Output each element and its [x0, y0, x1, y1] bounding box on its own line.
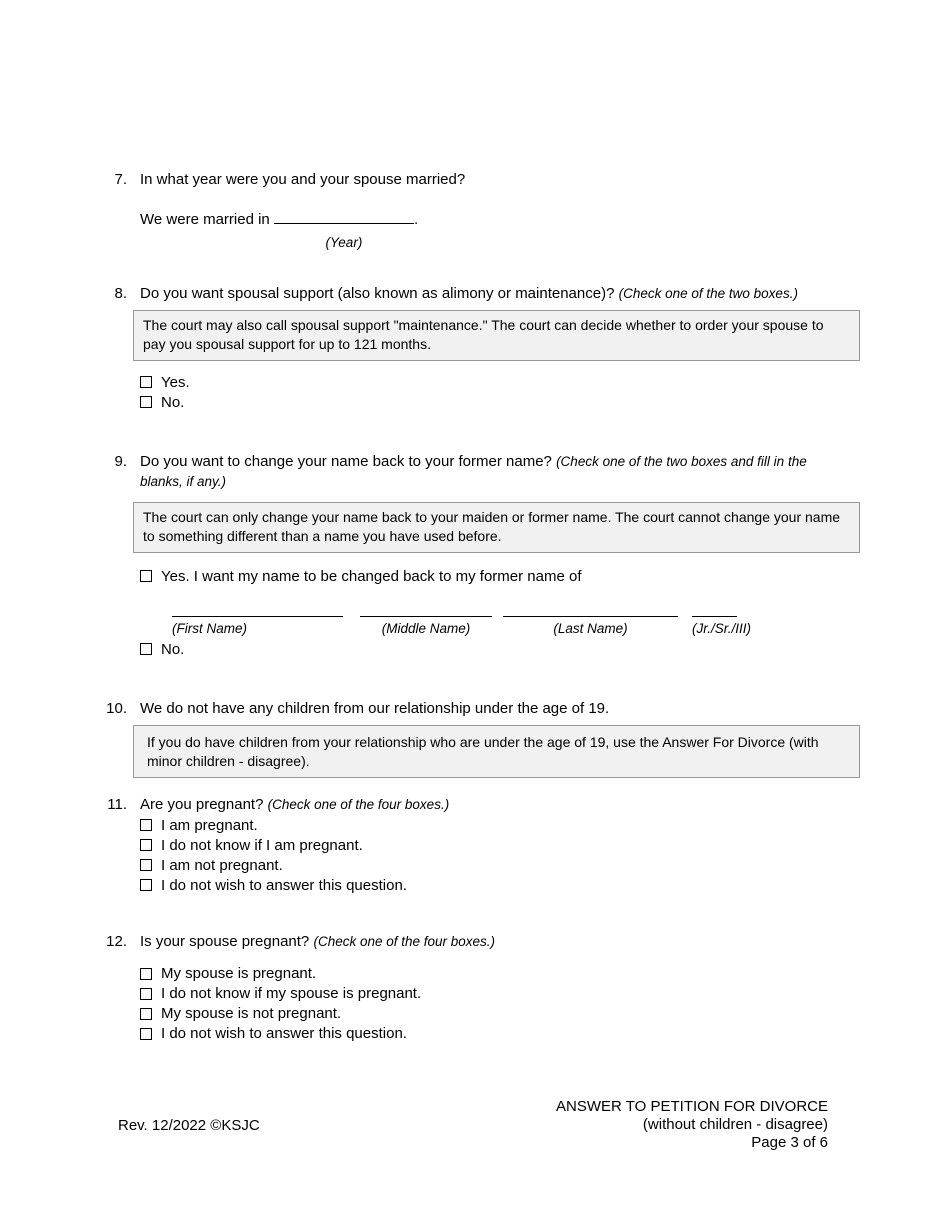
q8-no-label: No.: [161, 393, 185, 411]
q12-checkbox-4[interactable]: [140, 1028, 152, 1040]
page-number: Page 3 of 6: [751, 1134, 828, 1151]
q8-yes-label: Yes.: [161, 373, 190, 391]
question-12: [106, 932, 852, 1044]
q8-heading: [140, 284, 852, 304]
q10-number: 10.: [106, 700, 127, 717]
middle-name-blank-label: (Middle Name): [381, 621, 471, 636]
year-blank[interactable]: [274, 209, 414, 224]
q7-answer-line: [140, 209, 852, 250]
q12-label-4: I do not wish to answer this question.: [161, 1025, 407, 1042]
question-8: [114, 284, 852, 413]
q12-checkbox-1[interactable]: [140, 968, 152, 980]
q9-hint: (Check one of the two boxes and fill in the blanks, if any.): [140, 454, 807, 489]
q10-info-box: [133, 725, 860, 778]
q11-checkbox-2[interactable]: [140, 839, 152, 851]
q11-checkbox-4[interactable]: [140, 879, 152, 891]
q11-label-2: I do not know if I am pregnant.: [161, 836, 363, 854]
q12-label-1: My spouse is pregnant.: [161, 965, 317, 982]
revision-note: Rev. 12/2022 ©KSJC: [118, 1117, 260, 1134]
last-name-blank-label: (Last Name): [553, 621, 628, 636]
q8-yes-checkbox[interactable]: [140, 376, 152, 388]
q7-text: In what year were you and your spouse married?: [140, 171, 466, 188]
q7-answer-prefix: We were married in: [140, 210, 270, 228]
q11-text: Are you pregnant?: [140, 795, 264, 813]
year-blank-label: (Year): [325, 234, 363, 250]
q9-info-box: [133, 502, 860, 553]
q12-text: Is your spouse pregnant?: [140, 933, 310, 950]
q12-option-3: [140, 1004, 852, 1024]
q11-checkbox-1[interactable]: [140, 819, 152, 831]
q7-answer-period: .: [413, 210, 419, 228]
form-title-block: [556, 1098, 828, 1152]
q11-heading: [140, 795, 852, 815]
q11-option-4: [140, 875, 852, 895]
q12-options: [140, 964, 852, 1044]
q12-hint: (Check one of the four boxes.): [313, 934, 496, 949]
q8-number: 8.: [114, 284, 127, 302]
q11-options: [140, 815, 852, 895]
q11-label-3: I am not pregnant.: [161, 856, 283, 874]
q12-checkbox-2[interactable]: [140, 988, 152, 1000]
form-subtitle: (without children - disagree): [642, 1116, 828, 1133]
q11-option-2: [140, 835, 852, 855]
form-title: ANSWER TO PETITION FOR DIVORCE: [556, 1098, 828, 1115]
q12-label-2: I do not know if my spouse is pregnant.: [161, 985, 422, 1002]
q12-label-3: My spouse is not pregnant.: [161, 1005, 342, 1022]
q8-info-box: [133, 310, 860, 361]
form-content: [106, 0, 852, 1044]
q8-options: [140, 372, 852, 412]
last-name-blank[interactable]: [503, 595, 678, 636]
q8-text: Do you want spousal support (also known as alimony or maintenance)?: [140, 284, 615, 302]
q9-yes-label: Yes. I want my name to be changed back to my former name of: [161, 567, 582, 585]
year-blank-wrap: [274, 209, 414, 250]
first-name-blank-label: (First Name): [172, 621, 247, 636]
q11-checkbox-3[interactable]: [140, 859, 152, 871]
q11-hint: (Check one of the four boxes.): [267, 796, 450, 812]
q8-option-yes: [140, 372, 852, 392]
q11-option-3: [140, 855, 852, 875]
q9-number: 9.: [114, 453, 127, 470]
question-7: [114, 170, 852, 250]
q7-number: 7.: [114, 171, 127, 188]
q8-info-text: The court may also call spousal support "maintenance." The court can decide whether to order your spouse to pay you spousal support for up to 121 months.: [143, 317, 824, 352]
q9-no-label: No.: [161, 640, 185, 658]
q12-option-4: [140, 1024, 852, 1044]
q12-option-2: [140, 984, 852, 1004]
q9-name-blanks: [140, 595, 852, 636]
q9-no-checkbox[interactable]: [140, 643, 152, 655]
q12-heading: [140, 932, 852, 952]
q9-yes-checkbox[interactable]: [140, 570, 152, 582]
question-10: [106, 699, 852, 778]
q8-no-checkbox[interactable]: [140, 396, 152, 408]
q11-number: 11.: [107, 795, 127, 813]
q8-hint: (Check one of the two boxes.): [618, 285, 798, 301]
q10-info-text: If you do have children from your relationship who are under the age of 19, use the Answer For Divorce (with minor children - disagree).: [147, 733, 819, 769]
first-name-blank[interactable]: [172, 595, 343, 636]
q12-checkbox-3[interactable]: [140, 1008, 152, 1020]
q11-label-4: I do not wish to answer this question.: [161, 876, 407, 894]
question-9: [114, 452, 852, 659]
q12-option-1: [140, 964, 852, 984]
q11-label-1: I am pregnant.: [161, 816, 258, 834]
q9-text: Do you want to change your name back to your former name?: [140, 453, 552, 470]
q9-heading: [140, 452, 852, 491]
q9-info-text: The court can only change your name back to your maiden or former name. The court cannot change your name to something different than a name you have used before.: [143, 509, 841, 544]
q9-option-yes: [140, 566, 852, 586]
q11-option-1: [140, 815, 852, 835]
q10-text: We do not have any children from our relationship under the age of 19.: [140, 700, 610, 717]
question-11: [107, 795, 852, 896]
suffix-blank-label: (Jr./Sr./III): [692, 621, 751, 636]
suffix-blank[interactable]: [692, 595, 751, 636]
middle-name-blank[interactable]: [360, 595, 492, 636]
q12-number: 12.: [106, 933, 127, 950]
q9-option-no: [140, 639, 852, 659]
q8-option-no: [140, 392, 852, 412]
